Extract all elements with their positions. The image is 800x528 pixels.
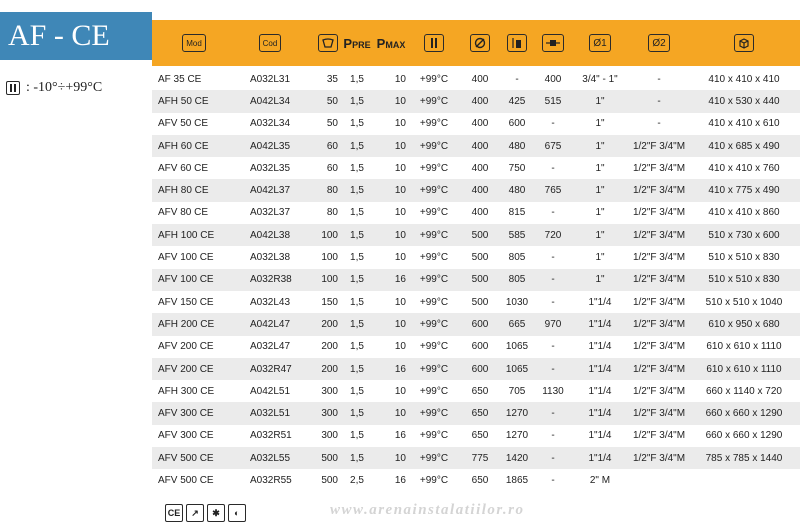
dimensions-cell: 510 x 510 x 830 bbox=[708, 274, 780, 286]
page-title: AF - CE bbox=[0, 12, 152, 60]
height-cell: 1270 bbox=[505, 430, 529, 442]
ppre-cell: 1,5 bbox=[350, 274, 364, 286]
dimensions-cell: 410 x 410 x 860 bbox=[708, 207, 780, 219]
table-row bbox=[152, 113, 800, 135]
table-row bbox=[152, 202, 800, 224]
height-cell: 1865 bbox=[505, 474, 529, 486]
code-icon: Cod bbox=[259, 34, 282, 52]
connection1-cell: 1"1/4 bbox=[588, 341, 612, 353]
height2-cell: - bbox=[551, 341, 555, 353]
temperature-cell: +99°C bbox=[419, 318, 449, 330]
dimensions-cell: 410 x 685 x 490 bbox=[708, 140, 780, 152]
height2-cell: - bbox=[551, 252, 555, 264]
model-cell: AFV 50 CE bbox=[158, 118, 209, 130]
dimensions-cell: 610 x 610 x 1110 bbox=[706, 341, 782, 353]
pmax-cell: 10 bbox=[394, 296, 406, 308]
diameter-cell: 400 bbox=[471, 95, 489, 107]
pmax-cell: 16 bbox=[394, 474, 406, 486]
pmax-cell: 16 bbox=[394, 274, 406, 286]
connection2-cell: 1/2"F 3/4"M bbox=[632, 140, 686, 152]
ppre-cell: 2,5 bbox=[350, 474, 364, 486]
code-cell: A042L38 bbox=[250, 229, 291, 241]
model-cell: AFH 300 CE bbox=[158, 385, 215, 397]
connection1-cell: 1"1/4 bbox=[588, 452, 612, 464]
pmax-cell: 10 bbox=[394, 385, 406, 397]
height2-cell: - bbox=[551, 430, 555, 442]
height-icon bbox=[507, 34, 527, 52]
temperature-cell: +99°C bbox=[419, 474, 449, 486]
connection-2-icon: Ø2 bbox=[648, 34, 669, 52]
connection2-cell: 1/2"F 3/4"M bbox=[632, 452, 686, 464]
diameter-cell: 400 bbox=[471, 73, 489, 85]
ppre-cell: 1,5 bbox=[350, 95, 364, 107]
capacity-cell: 500 bbox=[321, 474, 338, 486]
connection1-cell: 1" bbox=[595, 118, 605, 130]
capacity-cell: 50 bbox=[326, 118, 338, 130]
model-cell: AFV 100 CE bbox=[158, 252, 214, 264]
code-cell: A042L51 bbox=[250, 385, 291, 397]
capacity-cell: 200 bbox=[321, 318, 338, 330]
connection1-cell: 1" bbox=[595, 95, 605, 107]
model-cell: AFV 150 CE bbox=[158, 296, 214, 308]
capacity-cell: 80 bbox=[326, 185, 338, 197]
dimensions-cell: 660 x 660 x 1290 bbox=[705, 430, 783, 442]
height-cell: 1030 bbox=[505, 296, 529, 308]
ppre-cell: 1,5 bbox=[350, 385, 364, 397]
dimensions-cell: 510 x 510 x 1040 bbox=[705, 296, 783, 308]
height2-cell: - bbox=[551, 207, 555, 219]
ppre-cell: 1,5 bbox=[350, 296, 364, 308]
code-cell: A042L37 bbox=[250, 185, 291, 197]
connection1-cell: 1" bbox=[595, 274, 605, 286]
code-cell: A032L34 bbox=[250, 118, 291, 130]
temperature-cell: +99°C bbox=[419, 274, 449, 286]
diameter-cell: 500 bbox=[471, 296, 489, 308]
table-row bbox=[152, 90, 800, 112]
tank-capacity-icon bbox=[318, 34, 338, 52]
ppre-cell: 1,5 bbox=[350, 73, 364, 85]
temperature-cell: +99°C bbox=[419, 452, 449, 464]
connection2-cell: 1/2"F 3/4"M bbox=[632, 162, 686, 174]
height-cell: 1065 bbox=[505, 341, 529, 353]
code-cell: A032R51 bbox=[250, 430, 292, 442]
connection1-cell: 1" bbox=[595, 185, 605, 197]
temperature-cell: +99°C bbox=[419, 207, 449, 219]
height2-cell: - bbox=[551, 274, 555, 286]
model-cell: AFH 60 CE bbox=[158, 140, 209, 152]
table-row bbox=[152, 402, 800, 424]
height-cell: 1270 bbox=[505, 408, 529, 420]
capacity-cell: 300 bbox=[321, 408, 338, 420]
connection2-cell: 1/2"F 3/4"M bbox=[632, 229, 686, 241]
code-cell: A042L35 bbox=[250, 140, 291, 152]
table-row bbox=[152, 68, 800, 90]
pmax-cell: 10 bbox=[394, 341, 406, 353]
ppre-cell: 1,5 bbox=[350, 140, 364, 152]
pmax-cell: 10 bbox=[394, 140, 406, 152]
height-cell: 480 bbox=[508, 185, 526, 197]
connection2-cell: 1/2"F 3/4"M bbox=[632, 408, 686, 420]
height-cell: 805 bbox=[508, 274, 526, 286]
code-cell: A032R38 bbox=[250, 274, 292, 286]
connection1-cell: 1" bbox=[595, 252, 605, 264]
model-icon: Mod bbox=[182, 34, 206, 52]
ppre-cell: 1,5 bbox=[350, 207, 364, 219]
ppre-cell: 1,5 bbox=[350, 430, 364, 442]
dimensions-cell: 610 x 950 x 680 bbox=[708, 318, 780, 330]
pmax-cell: 10 bbox=[394, 229, 406, 241]
connection1-cell: 1"1/4 bbox=[588, 408, 612, 420]
height2-cell: - bbox=[551, 296, 555, 308]
table-row bbox=[152, 224, 800, 246]
connection2-cell: 1/2"F 3/4"M bbox=[632, 318, 686, 330]
diameter-cell: 600 bbox=[471, 318, 489, 330]
temperature-range-text: : -10°÷+99°C bbox=[26, 80, 103, 95]
pmax-cell: 10 bbox=[394, 162, 406, 174]
model-cell: AF 35 CE bbox=[158, 73, 202, 85]
dimensions-cell: 660 x 660 x 1290 bbox=[705, 408, 783, 420]
dimensions-cell: 410 x 410 x 410 bbox=[708, 73, 780, 85]
capacity-cell: 80 bbox=[326, 207, 338, 219]
code-cell: A042L34 bbox=[250, 95, 291, 107]
model-cell: AFH 80 CE bbox=[158, 185, 209, 197]
code-cell: A032L37 bbox=[250, 207, 291, 219]
connection2-cell: 1/2"F 3/4"M bbox=[632, 185, 686, 197]
table-row bbox=[152, 469, 800, 491]
ppre-cell: 1,5 bbox=[350, 408, 364, 420]
capacity-cell: 200 bbox=[321, 363, 338, 375]
connection2-cell: 1/2"F 3/4"M bbox=[632, 252, 686, 264]
height2-cell: - bbox=[551, 363, 555, 375]
model-cell: AFH 200 CE bbox=[158, 318, 215, 330]
code-cell: A032L38 bbox=[250, 252, 291, 264]
height-cell: 705 bbox=[508, 385, 526, 397]
dimensions-cell: 410 x 410 x 610 bbox=[708, 118, 780, 130]
code-cell: A032L31 bbox=[250, 73, 291, 85]
pmax-cell: 16 bbox=[394, 363, 406, 375]
connection1-cell: 1"1/4 bbox=[588, 363, 612, 375]
model-cell: AFV 500 CE bbox=[158, 474, 214, 486]
diameter-cell: 650 bbox=[471, 430, 489, 442]
pmax-cell: 10 bbox=[394, 408, 406, 420]
connection2-cell: 1/2"F 3/4"M bbox=[632, 274, 686, 286]
height2-cell: - bbox=[551, 118, 555, 130]
capacity-cell: 100 bbox=[321, 252, 338, 264]
ppre-cell: 1,5 bbox=[350, 185, 364, 197]
connection-1-icon: Ø1 bbox=[589, 34, 610, 52]
height-cell: 480 bbox=[508, 140, 526, 152]
dimensions-cell: 410 x 530 x 440 bbox=[708, 95, 780, 107]
capacity-cell: 200 bbox=[321, 341, 338, 353]
temperature-cell: +99°C bbox=[419, 140, 449, 152]
connection2-cell: 1/2"F 3/4"M bbox=[632, 207, 686, 219]
capacity-cell: 300 bbox=[321, 385, 338, 397]
product-table bbox=[152, 68, 800, 492]
pmax-cell: 10 bbox=[394, 118, 406, 130]
code-cell: A032L47 bbox=[250, 341, 291, 353]
height-cell: 425 bbox=[508, 95, 526, 107]
height2-cell: - bbox=[551, 408, 555, 420]
ppre-header: PPRE bbox=[343, 35, 371, 51]
capacity-cell: 500 bbox=[321, 452, 338, 464]
capacity-cell: 150 bbox=[321, 296, 338, 308]
pmax-cell: 10 bbox=[394, 73, 406, 85]
diameter-cell: 400 bbox=[471, 162, 489, 174]
table-header bbox=[152, 20, 800, 66]
connection2-cell: 1/2"F 3/4"M bbox=[632, 296, 686, 308]
model-cell: AFV 500 CE bbox=[158, 452, 214, 464]
table-row bbox=[152, 269, 800, 291]
dimensions-cell: 510 x 730 x 600 bbox=[708, 229, 780, 241]
pmax-cell: 10 bbox=[394, 318, 406, 330]
height2-cell: 675 bbox=[544, 140, 562, 152]
height-cell: 1065 bbox=[505, 363, 529, 375]
diameter-cell: 500 bbox=[471, 274, 489, 286]
height-cell: 815 bbox=[508, 207, 526, 219]
capacity-cell: 60 bbox=[326, 140, 338, 152]
ce-mark-icon: CE bbox=[165, 504, 183, 522]
capacity-cell: 60 bbox=[326, 162, 338, 174]
model-cell: AFH 100 CE bbox=[158, 229, 215, 241]
table-row bbox=[152, 358, 800, 380]
code-cell: A032R47 bbox=[250, 363, 292, 375]
code-cell: A032L35 bbox=[250, 162, 291, 174]
capacity-cell: 100 bbox=[321, 274, 338, 286]
connection1-cell: 1" bbox=[595, 140, 605, 152]
model-cell: AFV 300 CE bbox=[158, 408, 214, 420]
temperature-cell: +99°C bbox=[419, 95, 449, 107]
connection1-cell: 2" M bbox=[589, 474, 611, 486]
pmax-cell: 10 bbox=[394, 95, 406, 107]
height2-cell: 400 bbox=[544, 73, 562, 85]
temperature-cell: +99°C bbox=[419, 341, 449, 353]
height2-cell: 765 bbox=[544, 185, 562, 197]
table-row bbox=[152, 380, 800, 402]
height2-cell: - bbox=[551, 452, 555, 464]
capacity-cell: 50 bbox=[326, 95, 338, 107]
table-row bbox=[152, 425, 800, 447]
height-cell: - bbox=[515, 73, 519, 85]
model-cell: AFV 80 CE bbox=[158, 207, 209, 219]
temperature-cell: +99°C bbox=[419, 296, 449, 308]
connection1-cell: 1" bbox=[595, 229, 605, 241]
connection2-cell: - bbox=[657, 73, 661, 85]
height-cell: 585 bbox=[508, 229, 526, 241]
temperature-range bbox=[6, 80, 102, 96]
height-cell: 750 bbox=[508, 162, 526, 174]
recycle-icon: ◐ bbox=[228, 504, 246, 522]
dimensions-cell: 785 x 785 x 1440 bbox=[705, 452, 783, 464]
pmax-cell: 10 bbox=[394, 452, 406, 464]
connection1-cell: 1"1/4 bbox=[588, 296, 612, 308]
connection2-cell: - bbox=[657, 118, 661, 130]
pmax-cell: 10 bbox=[394, 207, 406, 219]
dimensions-cell: 510 x 510 x 830 bbox=[708, 252, 780, 264]
connection2-cell: 1/2"F 3/4"M bbox=[632, 385, 686, 397]
temperature-cell: +99°C bbox=[419, 73, 449, 85]
website-watermark: www.arenainstalatiilor.ro bbox=[330, 502, 525, 518]
diameter-cell: 600 bbox=[471, 363, 489, 375]
height2-cell: 720 bbox=[544, 229, 562, 241]
pmax-cell: 10 bbox=[394, 185, 406, 197]
connection1-cell: 1" bbox=[595, 207, 605, 219]
table-row bbox=[152, 246, 800, 268]
capacity-cell: 100 bbox=[321, 229, 338, 241]
ppre-cell: 1,5 bbox=[350, 318, 364, 330]
height-cell: 600 bbox=[508, 118, 526, 130]
connection2-cell: 1/2"F 3/4"M bbox=[632, 341, 686, 353]
height2-cell: - bbox=[551, 162, 555, 174]
box-dimensions-icon bbox=[734, 34, 754, 52]
ppre-cell: 1,5 bbox=[350, 341, 364, 353]
ppre-cell: 1,5 bbox=[350, 162, 364, 174]
ppre-cell: 1,5 bbox=[350, 252, 364, 264]
temperature-cell: +99°C bbox=[419, 118, 449, 130]
pmax-cell: 16 bbox=[394, 430, 406, 442]
temperature-cell: +99°C bbox=[419, 363, 449, 375]
ppre-cell: 1,5 bbox=[350, 363, 364, 375]
diameter-cell: 400 bbox=[471, 185, 489, 197]
diameter-cell: 600 bbox=[471, 341, 489, 353]
table-row bbox=[152, 313, 800, 335]
model-cell: AFV 200 CE bbox=[158, 341, 214, 353]
connection1-cell: 1"1/4 bbox=[588, 430, 612, 442]
height-cell: 1420 bbox=[505, 452, 529, 464]
connection1-cell: 1" bbox=[595, 162, 605, 174]
table-row bbox=[152, 157, 800, 179]
table-row bbox=[152, 135, 800, 157]
table-row bbox=[152, 291, 800, 313]
temperature-cell: +99°C bbox=[419, 408, 449, 420]
temperature-cell: +99°C bbox=[419, 385, 449, 397]
diameter-cell: 500 bbox=[471, 252, 489, 264]
pump-connection-icon: ↗ bbox=[186, 504, 204, 522]
code-cell: A032L51 bbox=[250, 408, 291, 420]
height2-cell: 515 bbox=[544, 95, 562, 107]
code-cell: A032R55 bbox=[250, 474, 292, 486]
ppre-cell: 1,5 bbox=[350, 118, 364, 130]
diameter-cell: 400 bbox=[471, 140, 489, 152]
pmax-cell: 10 bbox=[394, 252, 406, 264]
code-cell: A032L55 bbox=[250, 452, 291, 464]
connection1-cell: 3/4" - 1" bbox=[582, 73, 618, 85]
diameter-cell: 650 bbox=[471, 408, 489, 420]
temperature-cell: +99°C bbox=[419, 162, 449, 174]
capacity-cell: 35 bbox=[326, 73, 338, 85]
connection2-cell: 1/2"F 3/4"M bbox=[632, 363, 686, 375]
ppre-cell: 1,5 bbox=[350, 452, 364, 464]
diameter-icon bbox=[470, 34, 490, 52]
temperature-cell: +99°C bbox=[419, 430, 449, 442]
temperature-cell: +99°C bbox=[419, 229, 449, 241]
dimensions-cell: 610 x 610 x 1110 bbox=[706, 363, 782, 375]
connection2-cell: - bbox=[657, 95, 661, 107]
connection2-cell: 1/2"F 3/4"M bbox=[632, 430, 686, 442]
temperature-cell: +99°C bbox=[419, 185, 449, 197]
model-cell: AFV 60 CE bbox=[158, 162, 209, 174]
code-cell: A032L43 bbox=[250, 296, 291, 308]
diameter-cell: 400 bbox=[471, 118, 489, 130]
temperature-cell: +99°C bbox=[419, 252, 449, 264]
diameter-cell: 400 bbox=[471, 207, 489, 219]
diameter-cell: 650 bbox=[471, 474, 489, 486]
table-row bbox=[152, 336, 800, 358]
height-cell: 805 bbox=[508, 252, 526, 264]
dimensions-cell: 410 x 410 x 760 bbox=[708, 162, 780, 174]
table-row bbox=[152, 447, 800, 469]
capacity-cell: 300 bbox=[321, 430, 338, 442]
code-cell: A042L47 bbox=[250, 318, 291, 330]
dimensions-cell: 410 x 775 x 490 bbox=[708, 185, 780, 197]
diameter-cell: 775 bbox=[471, 452, 489, 464]
model-cell: AFH 50 CE bbox=[158, 95, 209, 107]
thermometer-icon bbox=[6, 81, 20, 95]
height2-cell: 970 bbox=[544, 318, 562, 330]
model-cell: AFV 100 CE bbox=[158, 274, 214, 286]
diameter-cell: 500 bbox=[471, 229, 489, 241]
connection-icon bbox=[542, 34, 564, 52]
connection1-cell: 1"1/4 bbox=[588, 385, 612, 397]
connection1-cell: 1"1/4 bbox=[588, 318, 612, 330]
model-cell: AFV 200 CE bbox=[158, 363, 214, 375]
dimensions-cell: 660 x 1140 x 720 bbox=[706, 385, 782, 397]
footer-icons bbox=[165, 504, 246, 522]
height-cell: 665 bbox=[508, 318, 526, 330]
ppre-cell: 1,5 bbox=[350, 229, 364, 241]
thermometer-icon bbox=[424, 34, 444, 52]
height2-cell: 1130 bbox=[542, 385, 564, 397]
diameter-cell: 650 bbox=[471, 385, 489, 397]
model-cell: AFV 300 CE bbox=[158, 430, 214, 442]
snowflake-icon: ✱ bbox=[207, 504, 225, 522]
height2-cell: - bbox=[551, 474, 555, 486]
table-row bbox=[152, 179, 800, 201]
pmax-header: PMAX bbox=[376, 35, 406, 51]
